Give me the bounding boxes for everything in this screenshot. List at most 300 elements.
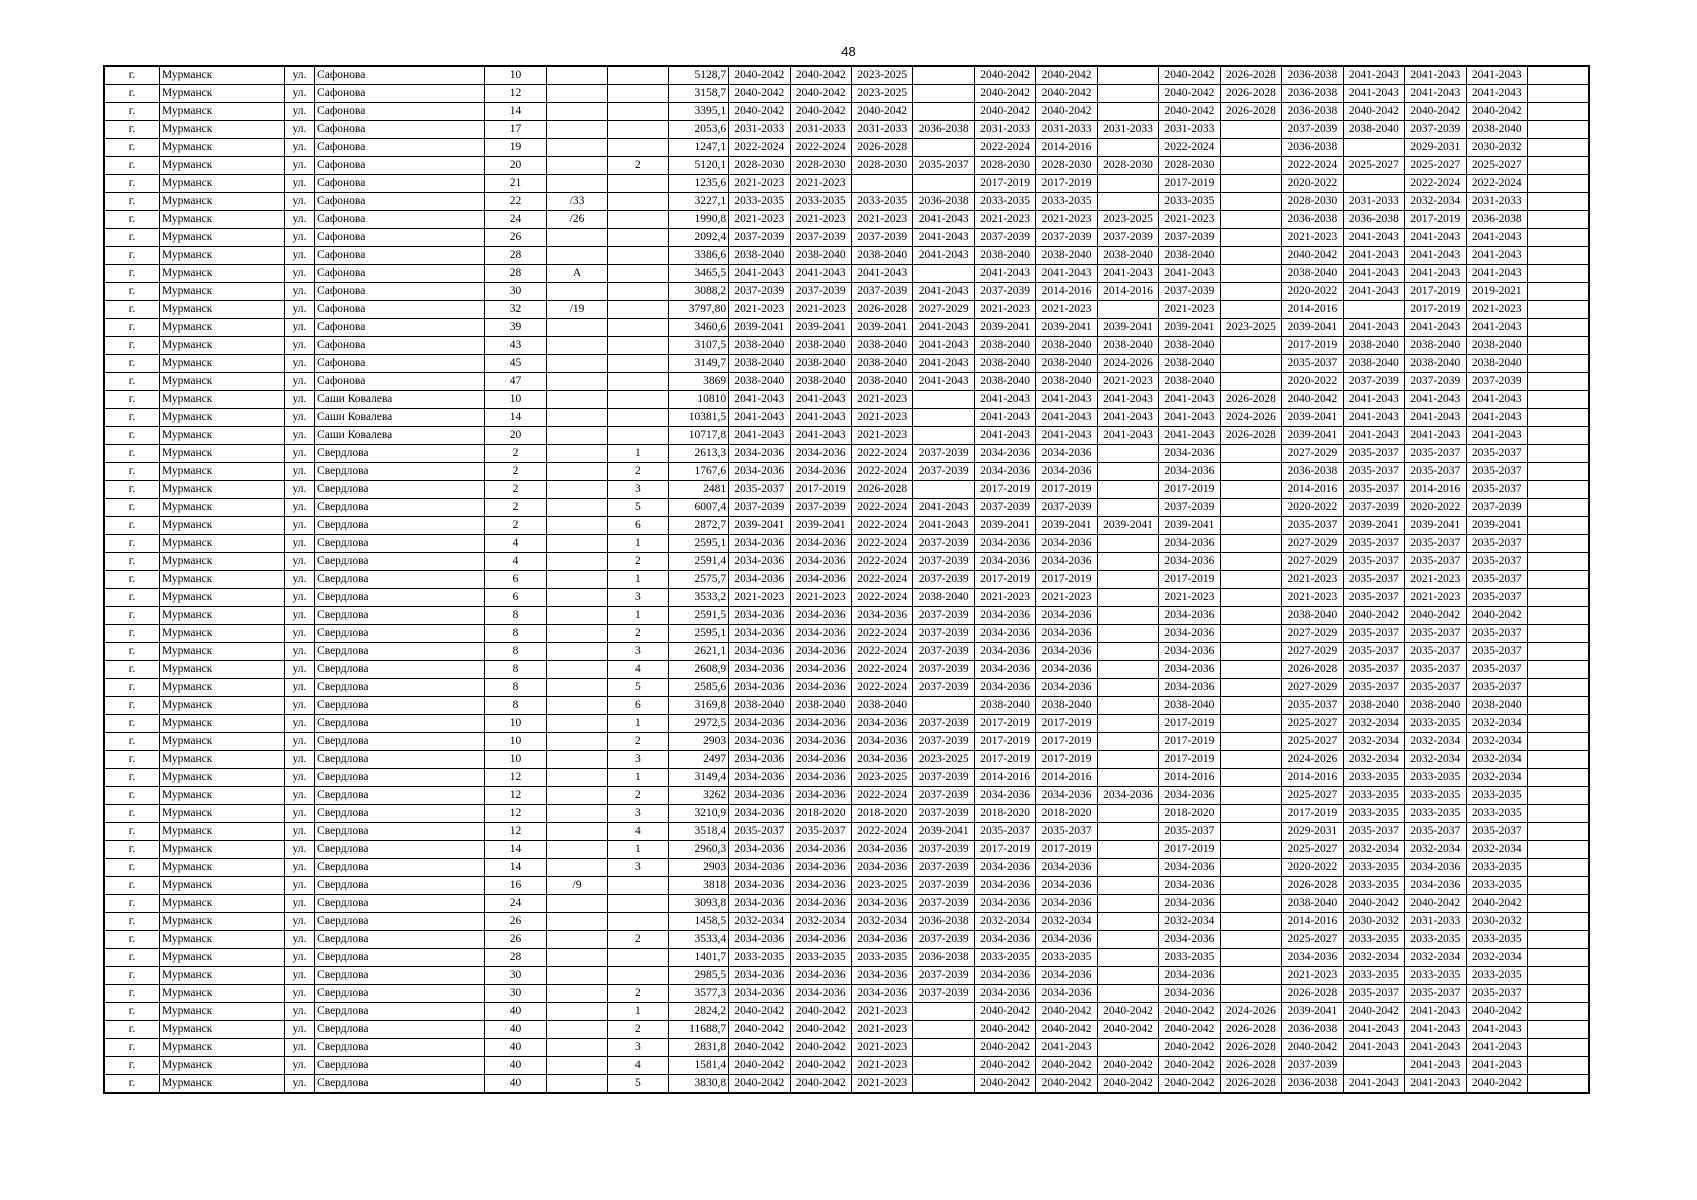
period-cell: 2036-2038	[1343, 211, 1404, 229]
trailing-empty-cell	[1527, 1003, 1589, 1021]
area-cell: 3227,1	[668, 193, 728, 211]
building-number-cell	[608, 301, 668, 319]
street-type-cell: ул.	[284, 499, 314, 517]
street-type-cell: ул.	[284, 571, 314, 589]
street-type-cell: ул.	[284, 553, 314, 571]
period-cell: 2040-2042	[1097, 1003, 1158, 1021]
street-type-cell: ул.	[284, 337, 314, 355]
period-cell: 2038-2040	[1036, 337, 1097, 355]
trailing-empty-cell	[1527, 589, 1589, 607]
period-cell: 2021-2023	[790, 211, 851, 229]
period-cell: 2040-2042	[974, 1057, 1035, 1075]
city-cell: Мурманск	[159, 751, 284, 769]
locality-type-cell: г.	[104, 589, 159, 607]
period-cell: 2038-2040	[1097, 247, 1158, 265]
period-cell: 2023-2025	[851, 769, 912, 787]
period-cell: 2038-2040	[729, 697, 790, 715]
period-cell: 2026-2028	[851, 139, 912, 157]
period-cell: 2034-2036	[1159, 445, 1220, 463]
building-number-cell: 2	[608, 985, 668, 1003]
period-cell: 2022-2024	[851, 643, 912, 661]
trailing-empty-cell	[1527, 373, 1589, 391]
period-cell	[913, 1021, 974, 1039]
locality-type-cell: г.	[104, 895, 159, 913]
locality-type-cell: г.	[104, 1039, 159, 1057]
house-number-cell: 39	[485, 319, 546, 337]
period-cell: 2021-2023	[790, 589, 851, 607]
period-cell: 2034-2036	[790, 571, 851, 589]
period-cell: 2033-2035	[1466, 877, 1527, 895]
table-row	[104, 697, 1589, 715]
building-number-cell: 1	[608, 571, 668, 589]
building-number-cell	[608, 409, 668, 427]
city-cell: Мурманск	[159, 913, 284, 931]
area-cell: 3869	[668, 373, 728, 391]
period-cell: 2041-2043	[729, 427, 790, 445]
street-name-cell: Свердлова	[315, 877, 485, 895]
table-row	[104, 1021, 1589, 1039]
period-cell: 2021-2023	[851, 427, 912, 445]
street-name-cell: Свердлова	[315, 1057, 485, 1075]
street-name-cell: Свердлова	[315, 985, 485, 1003]
house-number-cell: 26	[485, 913, 546, 931]
period-cell: 2040-2042	[1036, 1057, 1097, 1075]
period-cell: 2041-2043	[1159, 427, 1220, 445]
period-cell: 2039-2041	[1159, 517, 1220, 535]
period-cell: 2035-2037	[1405, 625, 1466, 643]
period-cell: 2034-2036	[729, 463, 790, 481]
period-cell: 2033-2035	[1405, 805, 1466, 823]
period-cell: 2021-2023	[851, 1039, 912, 1057]
table-row	[104, 499, 1589, 517]
period-cell: 2031-2033	[729, 121, 790, 139]
period-cell: 2041-2043	[1036, 409, 1097, 427]
period-cell: 2034-2036	[729, 625, 790, 643]
period-cell: 2040-2042	[790, 1021, 851, 1039]
building-number-cell: 2	[608, 625, 668, 643]
period-cell: 2033-2035	[1343, 877, 1404, 895]
period-cell: 2021-2023	[851, 211, 912, 229]
period-cell: 2034-2036	[1036, 859, 1097, 877]
period-cell: 2032-2034	[851, 913, 912, 931]
period-cell: 2040-2042	[1466, 1003, 1527, 1021]
building-number-cell	[608, 247, 668, 265]
period-cell: 2022-2024	[851, 535, 912, 553]
period-cell	[1220, 877, 1281, 895]
period-cell: 2034-2036	[790, 985, 851, 1003]
street-type-cell: ул.	[284, 121, 314, 139]
period-cell: 2034-2036	[851, 967, 912, 985]
table-row	[104, 769, 1589, 787]
city-cell: Мурманск	[159, 175, 284, 193]
period-cell: 2038-2040	[1036, 355, 1097, 373]
period-cell: 2026-2028	[851, 481, 912, 499]
city-cell: Мурманск	[159, 877, 284, 895]
period-cell: 2017-2019	[1036, 571, 1097, 589]
period-cell: 2037-2039	[729, 283, 790, 301]
period-cell: 2022-2024	[1405, 175, 1466, 193]
period-cell: 2037-2039	[913, 895, 974, 913]
trailing-empty-cell	[1527, 337, 1589, 355]
building-number-cell: 5	[608, 679, 668, 697]
locality-type-cell: г.	[104, 283, 159, 301]
period-cell: 2014-2016	[1405, 481, 1466, 499]
building-number-cell	[608, 877, 668, 895]
period-cell	[1220, 823, 1281, 841]
period-cell: 2031-2033	[1097, 121, 1158, 139]
period-cell: 2040-2042	[1159, 66, 1220, 85]
period-cell	[1097, 625, 1158, 643]
house-number-cell: 2	[485, 499, 546, 517]
period-cell: 2041-2043	[1343, 1039, 1404, 1057]
period-cell: 2021-2023	[1282, 229, 1343, 247]
period-cell: 2037-2039	[1282, 121, 1343, 139]
city-cell: Мурманск	[159, 841, 284, 859]
locality-type-cell: г.	[104, 787, 159, 805]
period-cell: 2034-2036	[1159, 463, 1220, 481]
period-cell: 2038-2040	[729, 337, 790, 355]
table-row	[104, 121, 1589, 139]
period-cell	[1220, 571, 1281, 589]
house-suffix-cell	[546, 1039, 607, 1057]
period-cell: 2038-2040	[1466, 697, 1527, 715]
period-cell: 2036-2038	[1282, 463, 1343, 481]
house-suffix-cell	[546, 607, 607, 625]
period-cell: 2038-2040	[1159, 337, 1220, 355]
period-cell: 2038-2040	[974, 337, 1035, 355]
period-cell: 2037-2039	[790, 283, 851, 301]
street-name-cell: Свердлова	[315, 571, 485, 589]
area-cell: 10717,8	[668, 427, 728, 445]
street-name-cell: Свердлова	[315, 445, 485, 463]
period-cell	[1097, 499, 1158, 517]
period-cell: 2039-2041	[1097, 319, 1158, 337]
period-cell: 2038-2040	[729, 355, 790, 373]
period-cell	[913, 1003, 974, 1021]
period-cell: 2034-2036	[729, 571, 790, 589]
period-cell: 2034-2036	[729, 967, 790, 985]
building-number-cell	[608, 373, 668, 391]
period-cell: 2026-2028	[1220, 103, 1281, 121]
building-number-cell: 1	[608, 1003, 668, 1021]
period-cell: 2034-2036	[974, 787, 1035, 805]
street-name-cell: Свердлова	[315, 895, 485, 913]
period-cell: 2035-2037	[1282, 517, 1343, 535]
period-cell	[1097, 589, 1158, 607]
period-cell: 2041-2043	[1405, 1021, 1466, 1039]
period-cell: 2034-2036	[729, 535, 790, 553]
period-cell	[1220, 139, 1281, 157]
trailing-empty-cell	[1527, 877, 1589, 895]
period-cell: 2041-2043	[1405, 1003, 1466, 1021]
period-cell: 2040-2042	[1343, 103, 1404, 121]
period-cell: 2040-2042	[729, 1075, 790, 1094]
area-cell: 3149,4	[668, 769, 728, 787]
city-cell: Мурманск	[159, 535, 284, 553]
period-cell: 2035-2037	[729, 481, 790, 499]
period-cell: 2034-2036	[974, 679, 1035, 697]
period-cell: 2037-2039	[913, 679, 974, 697]
house-number-cell: 30	[485, 985, 546, 1003]
street-type-cell: ул.	[284, 85, 314, 103]
house-number-cell: 2	[485, 517, 546, 535]
period-cell	[1097, 679, 1158, 697]
period-cell: 2035-2037	[1343, 589, 1404, 607]
street-type-cell: ул.	[284, 751, 314, 769]
period-cell: 2032-2034	[790, 913, 851, 931]
street-name-cell: Свердлова	[315, 553, 485, 571]
period-cell: 2038-2040	[790, 247, 851, 265]
locality-type-cell: г.	[104, 355, 159, 373]
period-cell: 2021-2023	[1405, 589, 1466, 607]
street-name-cell: Сафонова	[315, 193, 485, 211]
period-cell: 2041-2043	[1343, 229, 1404, 247]
street-name-cell: Свердлова	[315, 643, 485, 661]
period-cell: 2038-2040	[851, 697, 912, 715]
period-cell: 2041-2043	[851, 265, 912, 283]
period-cell: 2034-2036	[790, 643, 851, 661]
table-row	[104, 1039, 1589, 1057]
period-cell: 2034-2036	[729, 985, 790, 1003]
period-cell: 2020-2022	[1282, 175, 1343, 193]
period-cell: 2038-2040	[1466, 355, 1527, 373]
city-cell: Мурманск	[159, 247, 284, 265]
street-name-cell: Свердлова	[315, 949, 485, 967]
area-cell: 1401,7	[668, 949, 728, 967]
trailing-empty-cell	[1527, 445, 1589, 463]
period-cell: 2021-2023	[1036, 589, 1097, 607]
period-cell: 2040-2042	[1159, 1021, 1220, 1039]
house-number-cell: 47	[485, 373, 546, 391]
period-cell: 2034-2036	[729, 877, 790, 895]
period-cell: 2041-2043	[729, 391, 790, 409]
house-suffix-cell	[546, 715, 607, 733]
period-cell: 2041-2043	[974, 409, 1035, 427]
house-suffix-cell	[546, 967, 607, 985]
period-cell	[1097, 751, 1158, 769]
period-cell: 2040-2042	[1097, 1057, 1158, 1075]
period-cell	[1097, 967, 1158, 985]
period-cell	[1220, 787, 1281, 805]
trailing-empty-cell	[1527, 607, 1589, 625]
period-cell: 2034-2036	[729, 661, 790, 679]
locality-type-cell: г.	[104, 337, 159, 355]
period-cell: 2026-2028	[1220, 1021, 1281, 1039]
period-cell: 2038-2040	[729, 373, 790, 391]
period-cell: 2017-2019	[1036, 175, 1097, 193]
period-cell: 2041-2043	[913, 373, 974, 391]
locality-type-cell: г.	[104, 931, 159, 949]
trailing-empty-cell	[1527, 1075, 1589, 1094]
house-number-cell: 12	[485, 823, 546, 841]
period-cell: 2035-2037	[1405, 553, 1466, 571]
period-cell: 2021-2023	[1036, 211, 1097, 229]
period-cell: 2041-2043	[1466, 247, 1527, 265]
period-cell	[1097, 607, 1158, 625]
locality-type-cell: г.	[104, 985, 159, 1003]
city-cell: Мурманск	[159, 445, 284, 463]
table-row	[104, 1003, 1589, 1021]
period-cell: 2021-2023	[1036, 301, 1097, 319]
period-cell: 2041-2043	[1343, 391, 1404, 409]
city-cell: Мурманск	[159, 571, 284, 589]
period-cell: 2024-2026	[1097, 355, 1158, 373]
city-cell: Мурманск	[159, 895, 284, 913]
period-cell: 2025-2027	[1466, 157, 1527, 175]
house-number-cell: 14	[485, 409, 546, 427]
building-number-cell	[608, 85, 668, 103]
locality-type-cell: г.	[104, 139, 159, 157]
street-type-cell: ул.	[284, 733, 314, 751]
house-number-cell: 17	[485, 121, 546, 139]
street-type-cell: ул.	[284, 949, 314, 967]
locality-type-cell: г.	[104, 661, 159, 679]
street-type-cell: ул.	[284, 715, 314, 733]
area-cell: 1767,6	[668, 463, 728, 481]
period-cell: 2039-2041	[1282, 1003, 1343, 1021]
area-cell: 2481	[668, 481, 728, 499]
period-cell: 2038-2040	[1097, 337, 1158, 355]
period-cell: 2021-2023	[729, 175, 790, 193]
house-suffix-cell	[546, 121, 607, 139]
locality-type-cell: г.	[104, 679, 159, 697]
period-cell: 2034-2036	[790, 931, 851, 949]
period-cell	[1097, 805, 1158, 823]
trailing-empty-cell	[1527, 751, 1589, 769]
table-row	[104, 679, 1589, 697]
period-cell: 2021-2023	[851, 1075, 912, 1094]
locality-type-cell: г.	[104, 571, 159, 589]
period-cell: 2037-2039	[1159, 283, 1220, 301]
period-cell: 2037-2039	[913, 769, 974, 787]
trailing-empty-cell	[1527, 265, 1589, 283]
locality-type-cell: г.	[104, 463, 159, 481]
period-cell: 2022-2024	[851, 499, 912, 517]
period-cell	[1097, 445, 1158, 463]
house-suffix-cell	[546, 859, 607, 877]
period-cell: 2035-2037	[1466, 985, 1527, 1003]
building-number-cell	[608, 265, 668, 283]
house-suffix-cell	[546, 769, 607, 787]
building-number-cell	[608, 103, 668, 121]
table-row	[104, 391, 1589, 409]
period-cell: 2040-2042	[790, 66, 851, 85]
period-cell: 2032-2034	[1466, 949, 1527, 967]
period-cell	[1097, 463, 1158, 481]
street-type-cell: ул.	[284, 355, 314, 373]
period-cell: 2035-2037	[1466, 661, 1527, 679]
period-cell: 2038-2040	[1343, 355, 1404, 373]
street-name-cell: Свердлова	[315, 787, 485, 805]
street-type-cell: ул.	[284, 913, 314, 931]
house-suffix-cell	[546, 373, 607, 391]
period-cell: 2034-2036	[790, 967, 851, 985]
city-cell: Мурманск	[159, 373, 284, 391]
house-number-cell: 2	[485, 445, 546, 463]
trailing-empty-cell	[1527, 625, 1589, 643]
street-name-cell: Сафонова	[315, 247, 485, 265]
period-cell: 2034-2036	[1159, 661, 1220, 679]
area-cell: 2585,6	[668, 679, 728, 697]
period-cell: 2041-2043	[913, 517, 974, 535]
street-type-cell: ул.	[284, 103, 314, 121]
period-cell: 2037-2039	[913, 841, 974, 859]
house-suffix-cell	[546, 319, 607, 337]
street-type-cell: ул.	[284, 985, 314, 1003]
period-cell: 2040-2042	[1036, 103, 1097, 121]
period-cell: 2021-2023	[1159, 211, 1220, 229]
building-number-cell	[608, 175, 668, 193]
period-cell: 2034-2036	[1036, 535, 1097, 553]
period-cell: 2017-2019	[1159, 751, 1220, 769]
period-cell: 2038-2040	[1405, 355, 1466, 373]
trailing-empty-cell	[1527, 409, 1589, 427]
period-cell: 2034-2036	[790, 661, 851, 679]
period-cell	[1097, 769, 1158, 787]
area-cell: 1990,8	[668, 211, 728, 229]
period-cell: 2034-2036	[1036, 679, 1097, 697]
house-number-cell: 40	[485, 1003, 546, 1021]
period-cell: 2040-2042	[1036, 1021, 1097, 1039]
period-cell: 2034-2036	[729, 841, 790, 859]
city-cell: Мурманск	[159, 679, 284, 697]
period-cell: 2034-2036	[1036, 463, 1097, 481]
period-cell: 2034-2036	[1159, 859, 1220, 877]
period-cell	[1220, 247, 1281, 265]
period-cell	[1220, 949, 1281, 967]
period-cell: 2034-2036	[729, 715, 790, 733]
period-cell: 2034-2036	[1159, 931, 1220, 949]
period-cell: 2040-2042	[974, 1003, 1035, 1021]
building-number-cell: 1	[608, 715, 668, 733]
locality-type-cell: г.	[104, 175, 159, 193]
period-cell: 2040-2042	[1097, 1075, 1158, 1094]
period-cell	[1097, 985, 1158, 1003]
house-suffix-cell	[546, 175, 607, 193]
building-number-cell	[608, 391, 668, 409]
period-cell: 2034-2036	[790, 895, 851, 913]
period-cell: 2034-2036	[1036, 895, 1097, 913]
building-number-cell: 1	[608, 769, 668, 787]
building-number-cell: 1	[608, 841, 668, 859]
trailing-empty-cell	[1527, 157, 1589, 175]
period-cell: 2040-2042	[790, 1057, 851, 1075]
period-cell: 2034-2036	[729, 931, 790, 949]
street-type-cell: ул.	[284, 787, 314, 805]
period-cell	[1220, 373, 1281, 391]
period-cell: 2030-2032	[1466, 913, 1527, 931]
trailing-empty-cell	[1527, 391, 1589, 409]
period-cell	[913, 66, 974, 85]
house-number-cell: 21	[485, 175, 546, 193]
period-cell	[1220, 805, 1281, 823]
period-cell: 2035-2037	[1282, 355, 1343, 373]
period-cell: 2018-2020	[790, 805, 851, 823]
building-number-cell: 3	[608, 643, 668, 661]
period-cell: 2036-2038	[913, 121, 974, 139]
period-cell: 2038-2040	[851, 373, 912, 391]
street-name-cell: Свердлова	[315, 1003, 485, 1021]
house-number-cell: 16	[485, 877, 546, 895]
period-cell: 2017-2019	[1036, 715, 1097, 733]
house-number-cell: 8	[485, 679, 546, 697]
period-cell	[851, 175, 912, 193]
locality-type-cell: г.	[104, 481, 159, 499]
house-suffix-cell	[546, 679, 607, 697]
period-cell: 2041-2043	[1343, 409, 1404, 427]
house-suffix-cell	[546, 445, 607, 463]
period-cell: 2034-2036	[974, 463, 1035, 481]
